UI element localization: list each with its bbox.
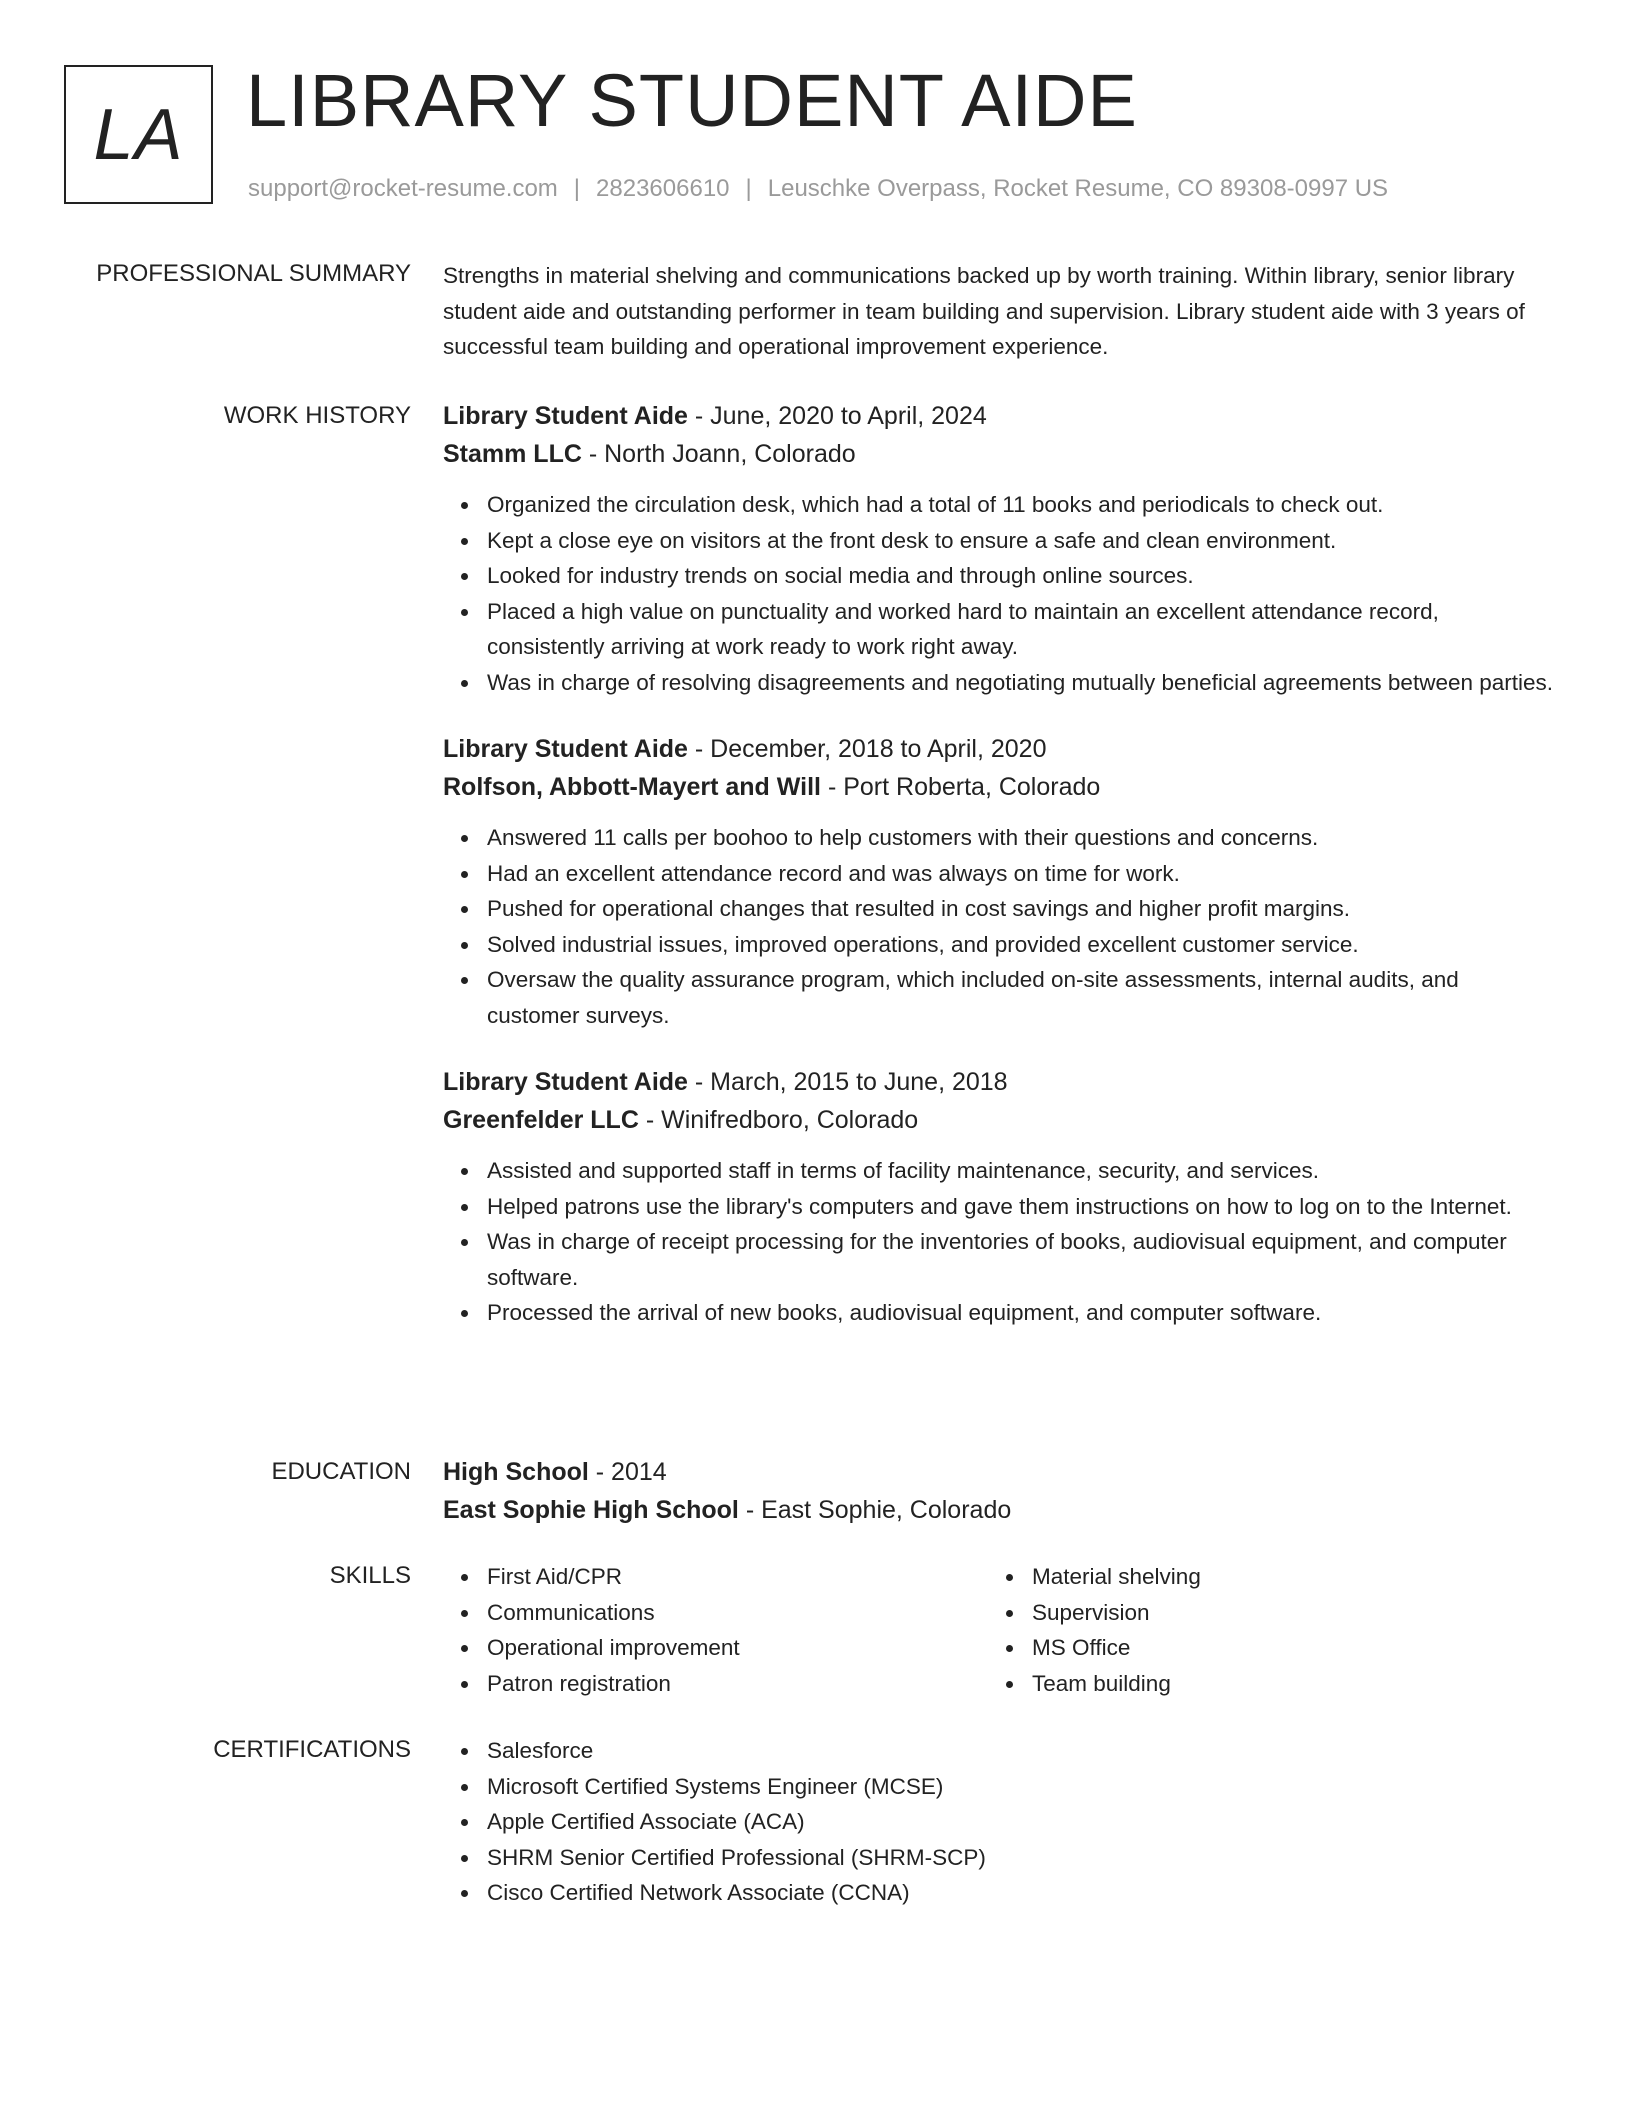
certification-item: SHRM Senior Certified Professional (SHRM-SCP) — [487, 1840, 1555, 1876]
job-location: - North Joann, Colorado — [581, 440, 856, 468]
job-bullets — [443, 487, 1555, 700]
certifications-heading: CERTIFICATIONS — [213, 1736, 411, 1763]
job-title: Library Student Aide — [443, 735, 688, 763]
skill-item: MS Office — [1032, 1630, 1533, 1666]
job-dates: - June, 2020 to April, 2024 — [687, 402, 987, 430]
job-entry — [443, 730, 1555, 1033]
skill-item: Material shelving — [1032, 1559, 1533, 1595]
education-degree-line — [443, 1453, 1555, 1491]
job-bullet: Processed the arrival of new books, audiovisual equipment, and computer software. — [487, 1295, 1555, 1331]
monogram-logo — [64, 65, 213, 204]
skills-list-left — [443, 1559, 988, 1701]
education-location: - East Sophie, Colorado — [738, 1496, 1012, 1524]
work-history-heading: WORK HISTORY — [223, 402, 411, 429]
job-bullet: Placed a high value on punctuality and worked hard to maintain an excellent attendance record, consistently arriving at work ready to work right away. — [487, 594, 1555, 665]
contact-line — [248, 175, 1388, 203]
job-bullet: Organized the circulation desk, which had a total of 11 books and periodicals to check out. — [487, 487, 1555, 523]
skill-item: Operational improvement — [487, 1630, 988, 1666]
job-company: Greenfelder LLC — [443, 1106, 639, 1134]
contact-separator: | — [745, 175, 752, 202]
job-entry — [443, 1063, 1555, 1331]
job-location: - Winifredboro, Colorado — [638, 1106, 919, 1134]
job-title: Library Student Aide — [443, 402, 688, 430]
education-degree: High School — [443, 1458, 589, 1486]
job-bullets — [443, 820, 1555, 1033]
job-company: Stamm LLC — [443, 440, 582, 468]
contact-phone[interactable]: 2823606610 — [596, 175, 730, 202]
contact-email[interactable]: support@rocket-resume.com — [248, 175, 558, 202]
education-school: East Sophie High School — [443, 1496, 739, 1524]
skill-item: First Aid/CPR — [487, 1559, 988, 1595]
job-bullet: Was in charge of resolving disagreements and negotiating mutually beneficial agreements between parties. — [487, 665, 1555, 701]
job-location: - Port Roberta, Colorado — [821, 773, 1101, 801]
job-company: Rolfson, Abbott-Mayert and Will — [443, 773, 821, 801]
education-year: - 2014 — [588, 1458, 667, 1486]
job-bullet: Helped patrons use the library's computers and gave them instructions on how to log on to the Internet. — [487, 1189, 1555, 1225]
job-bullet: Pushed for operational changes that resulted in cost savings and higher profit margins. — [487, 891, 1555, 927]
job-bullet: Solved industrial issues, improved operations, and provided excellent customer service. — [487, 927, 1555, 963]
summary-text: Strengths in material shelving and communications backed up by worth training. Within library, senior library student aide and outstanding performer in team building and supervision. Library student aide with 3 years of successful team building and operational improvement experience. — [443, 263, 1525, 359]
skill-item: Team building — [1032, 1666, 1533, 1702]
job-bullet: Looked for industry trends on social media and through online sources. — [487, 558, 1555, 594]
job-title-line — [443, 1063, 1555, 1101]
education-school-line — [443, 1491, 1555, 1529]
job-title-line — [443, 397, 1555, 435]
job-title: Library Student Aide — [443, 1068, 688, 1096]
skills-list-right — [988, 1559, 1533, 1701]
job-company-line — [443, 1101, 1555, 1139]
skills-heading: SKILLS — [329, 1562, 411, 1589]
skill-item: Patron registration — [487, 1666, 988, 1702]
education-heading: EDUCATION — [271, 1458, 411, 1485]
job-bullet: Answered 11 calls per boohoo to help customers with their questions and concerns. — [487, 820, 1555, 856]
job-dates: - March, 2015 to June, 2018 — [687, 1068, 1008, 1096]
certification-item: Salesforce — [487, 1733, 1555, 1769]
job-bullet: Kept a close eye on visitors at the front desk to ensure a safe and clean environment. — [487, 523, 1555, 559]
job-bullet: Assisted and supported staff in terms of facility maintenance, security, and services. — [487, 1153, 1555, 1189]
certifications-list — [443, 1733, 1555, 1911]
certification-item: Apple Certified Associate (ACA) — [487, 1804, 1555, 1840]
job-bullet: Had an excellent attendance record and was always on time for work. — [487, 856, 1555, 892]
contact-separator: | — [573, 175, 581, 202]
job-bullet: Oversaw the quality assurance program, which included on-site assessments, internal audits, and customer surveys. — [487, 962, 1555, 1033]
summary-heading: PROFESSIONAL SUMMARY — [96, 260, 411, 287]
job-dates: - December, 2018 to April, 2020 — [687, 735, 1047, 763]
job-title-line — [443, 730, 1555, 768]
job-bullet: Was in charge of receipt processing for the inventories of books, audiovisual equipment, and computer software. — [487, 1224, 1555, 1295]
monogram-text: LA — [93, 94, 184, 175]
certification-item: Microsoft Certified Systems Engineer (MCSE) — [487, 1769, 1555, 1805]
job-company-line — [443, 435, 1555, 473]
job-entry — [443, 397, 1555, 700]
certification-item: Cisco Certified Network Associate (CCNA) — [487, 1875, 1555, 1911]
skill-item: Communications — [487, 1595, 988, 1631]
skill-item: Supervision — [1032, 1595, 1533, 1631]
job-bullets — [443, 1153, 1555, 1331]
contact-address: Leuschke Overpass, Rocket Resume, CO 89308-0997 US — [767, 175, 1389, 202]
job-company-line — [443, 768, 1555, 806]
resume-title: LIBRARY STUDENT AIDE — [246, 59, 1138, 142]
